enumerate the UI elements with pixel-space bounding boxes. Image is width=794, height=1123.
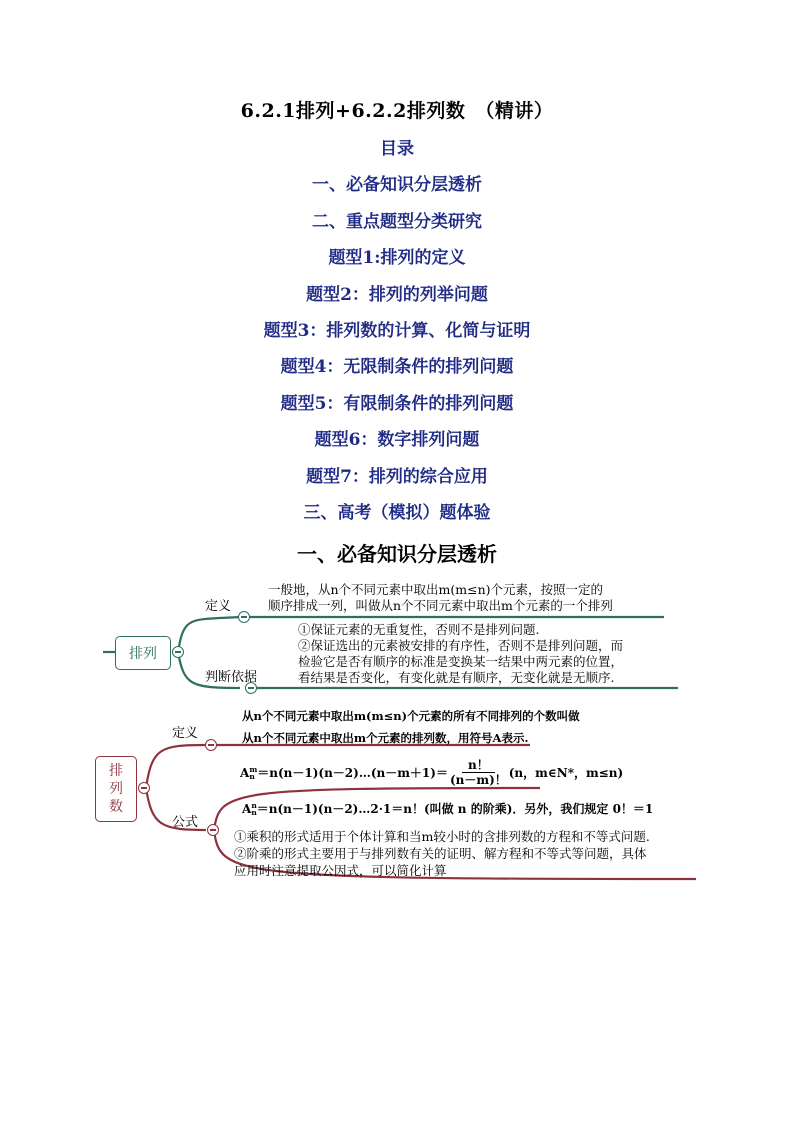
text-line: 检验它是否有顺序的标准是变换某一结果中两元素的位置，	[298, 654, 624, 669]
collapse-icon[interactable]	[205, 739, 217, 751]
root-label: 排列	[129, 646, 157, 662]
notes-text	[234, 828, 650, 879]
definition-text	[242, 705, 580, 749]
toc-item[interactable]: 二、重点题型分类研究	[312, 211, 482, 232]
toc-item[interactable]: 题型1:排列的定义	[328, 248, 466, 269]
collapse-icon[interactable]	[138, 782, 150, 794]
superscript: n	[251, 801, 257, 810]
toc-item[interactable]: 题型4：无限制条件的排列问题	[280, 357, 514, 378]
text-line: 应用时注意提取公因式，可以简化计算	[234, 863, 447, 878]
root-label: 排	[109, 763, 123, 779]
text-line: ②阶乘的形式主要用于与排列数有关的证明、解方程和不等式等问题，具体	[234, 846, 647, 861]
toc-heading[interactable]: 目录	[380, 139, 414, 159]
subscript: n	[251, 808, 257, 817]
root-label: 列	[109, 781, 123, 797]
collapse-icon[interactable]	[207, 824, 219, 836]
formula-expansion: ＝n(n－1)(n－2)…(n－m＋1)＝	[257, 765, 448, 780]
toc-item[interactable]: 题型5：有限制条件的排列问题	[280, 393, 514, 414]
document-title: 6.2.1排列+6.2.2排列数 （精讲）	[240, 100, 554, 122]
superscript: m	[249, 764, 258, 774]
branch-label-definition: 定义	[205, 599, 232, 614]
symbol-a: A	[240, 765, 250, 780]
section-heading: 一、必备知识分层透析	[297, 542, 497, 566]
text-line: ①保证元素的无重复性，否则不是排列问题.	[298, 622, 540, 637]
formula-symbol	[240, 765, 257, 781]
toc-item[interactable]: 题型6：数字排列问题	[314, 430, 480, 451]
text-line: 从n个不同元素中取出m个元素的排列数，用符号A表示.	[242, 731, 529, 745]
branch-label-definition: 定义	[172, 726, 199, 741]
fraction	[450, 758, 507, 787]
toc-item[interactable]: 题型3：排列数的计算、化简与证明	[263, 320, 531, 341]
toc-item[interactable]: 题型7：排列的综合应用	[306, 466, 488, 487]
denominator: (n－m)！	[449, 773, 507, 787]
root-label: 数	[109, 799, 123, 815]
text-line: 看结果是否变化，有变化就是有顺序，无变化就是无顺序.	[298, 670, 615, 685]
formula-condition: (n，m∈N*，m≤n)	[508, 765, 624, 780]
formula-factorial	[242, 801, 653, 817]
formula-product	[240, 758, 623, 787]
text-line: 从n个不同元素中取出m(m≤n)个元素的所有不同排列的个数叫做	[242, 709, 580, 723]
formula-symbol	[242, 801, 257, 817]
toc-item[interactable]: 三、高考（模拟）题体验	[303, 502, 491, 523]
numerator: n！	[462, 758, 495, 773]
text-line: 顺序排成一列，叫做从n个不同元素中取出m个元素的一个排列	[268, 598, 613, 613]
branch-label-formula: 公式	[172, 815, 199, 830]
text-line: ②保证选出的元素被安排的有序性，否则不是排列问题，而	[298, 638, 624, 653]
branch-label-criteria: 判断依据	[205, 670, 258, 685]
formula-rest: ＝n(n－1)(n－2)…2·1＝n！(叫做 n 的阶乘)．另外，我们规定 0！＝1	[256, 802, 654, 816]
mindmap-root-node[interactable]	[95, 756, 137, 822]
toc-item[interactable]: 一、必备知识分层透析	[312, 175, 482, 196]
text-line: 一般地，从n个不同元素中取出m(m≤n)个元素，按照一定的	[268, 582, 604, 597]
symbol-a: A	[242, 802, 252, 816]
symbol-indices	[249, 766, 257, 780]
subscript: n	[249, 771, 255, 781]
text-line: ①乘积的形式适用于个体计算和当m较小时的含排列数的方程和不等式问题.	[234, 829, 650, 844]
toc-item[interactable]: 题型2：排列的列举问题	[306, 284, 488, 305]
